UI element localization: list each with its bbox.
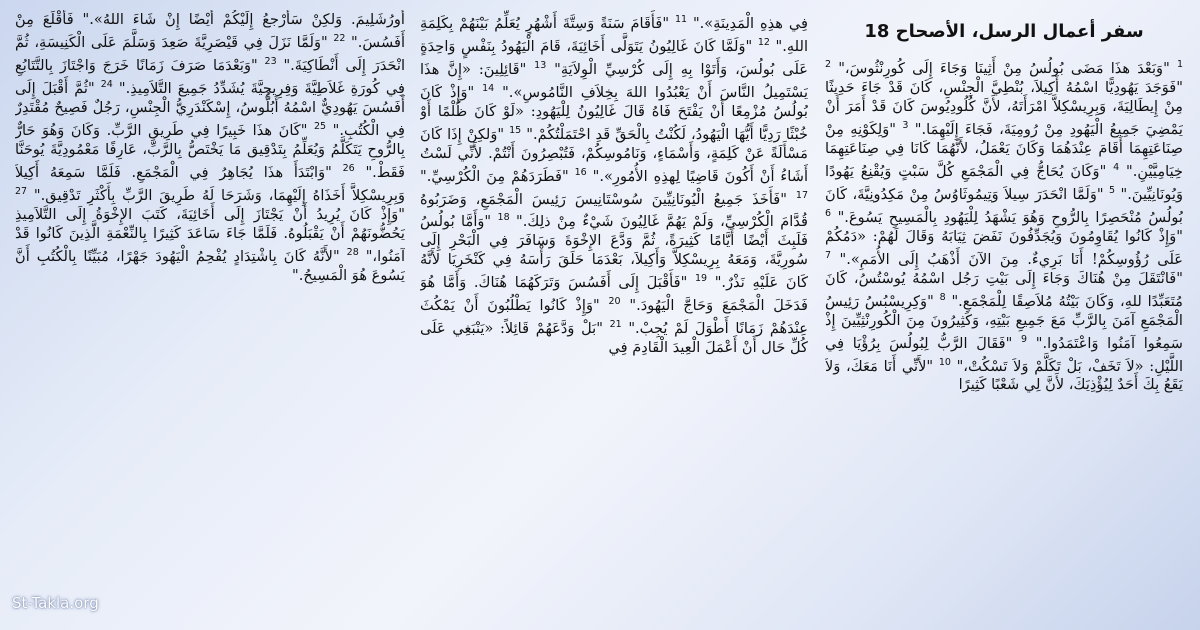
verse-text: "وَكِرِيسْبُسُ رَئِيسُ الْمَجْمَعِ آمَنَ بِالرَّبِّ مَعَ جَمِيعِ بَيْتِهِ، وَكَثِيرُونَ مِنَ الْكُورِنْثِيِّينَ إِذْ سَمِعُوا آمَنُوا وَاعْتَمَدُوا." bbox=[825, 292, 1183, 352]
verses-column-3 bbox=[15, 10, 405, 285]
verse-text: "وَإِذْ كَانَ بُولُسُ مُزْمِعًا أَنْ يَفْتَحَ فَاهُ قَالَ غَالِيُونُ لِلْيَهُودِ: «لَوْ كَانَ ظُلْمًا أَوْ خُبْثًا رَدِيًّا أَيُّهَا الْيَهُودُ، لَكُنْتُ بِالْحَقِّ قَدِ احْتَمَلْتُكُمْ." bbox=[420, 83, 808, 143]
verse-text: "وَلَمَّا كَانَ غَالِيُونُ يَتَوَلَّى أَخَائِيَةَ، قَامَ الْيَهُودُ بِنَفْسٍ وَاحِدَةٍ عَلَى بُولُسَ، وَأَتَوْا بِهِ إِلَى كُرْسِيِّ الْوِلاَيَةِ" bbox=[420, 37, 808, 78]
text-column-1 bbox=[825, 10, 1183, 622]
verse-number: 21 bbox=[609, 319, 622, 331]
verses-column-1 bbox=[825, 55, 1183, 394]
verse-text: "فَأَقَامَ سَنَةً وَسِتَّةَ أَشْهُرٍ يُعَلِّمُ بَيْنَهُمْ بِكَلِمَةِ اللهِ." bbox=[420, 14, 808, 55]
verse-number: 24 bbox=[100, 78, 113, 90]
verse-number: 15 bbox=[509, 124, 522, 136]
verse-number: 7 bbox=[825, 249, 832, 261]
verse-text: "وَإِذْ كَانُوا يُقَاوِمُونَ وَيُجَدِّفُونَ نَفَضَ ثِيَابَهُ وَقَالَ لَهُمْ: «دَمُكُمْ عَلَى رُؤُوسِكُمْ! أَنَا بَرِيءٌ. مِنَ الآنَ أَذْهَبُ إِلَى الأُمَمِ»." bbox=[825, 227, 1183, 268]
verse-number: 6 bbox=[825, 207, 832, 219]
text-column-2 bbox=[420, 10, 808, 622]
verse-number: 4 bbox=[1113, 162, 1120, 173]
verse-number: 10 bbox=[938, 356, 951, 368]
verse-number: 8 bbox=[939, 291, 946, 303]
verse-number: 14 bbox=[482, 82, 495, 94]
verse-number: 1 bbox=[1176, 59, 1183, 71]
verse-number: 12 bbox=[757, 36, 770, 48]
page-title: سفر أعمال الرسل، الأصحاح 18 bbox=[864, 21, 1144, 42]
verse-text: "وَلَمَّا انْحَدَرَ سِيلاَ وَتِيمُوثَاوُسُ مِنْ مَكِدُونِيَّةَ، كَانَ بُولُسُ مُنْحَصِرًا بِالرُّوحِ وَهُوَ يَشْهَدُ لِلْيَهُودِ بِالْمَسِيحِ يَسُوعَ." bbox=[825, 185, 1183, 226]
verse-text: "ثُمَّ أَقْبَلَ إِلَى أَفَسُسَ يَهُودِيٌّ اسْمُهُ أَبُلُّوسُ، إِسْكَنْدَرِيُّ الْجِنْسِ، رَجُلٌ فَصِيحٌ مُقْتَدِرٌ فِي الْكُتُبِ." bbox=[15, 79, 405, 139]
verse-text: "وَإِذْ كَانَ يُرِيدُ أَنْ يَجْتَازَ إِلَى أَخَائِيَةَ، كَتَبَ الإِخْوَةُ إِلَى التَّلاَمِيذِ يَحُضُّونَهُمْ أَنْ يَقْبَلُوهُ. فَلَمَّا جَاءَ سَاعَدَ كَثِيرًا بِالنِّعْمَةِ الَّذِينَ كَانُوا قَدْ آمَنُوا،" bbox=[15, 205, 405, 265]
verse-text: "فَأَخَذَ جَمِيعُ الْيُونَانِيِّينَ سُوسْتَانِيسَ رَئِيسَ الْمَجْمَعِ، وَضَرَبُوهُ قُدَّامَ الْكُرْسِيِّ، وَلَمْ يَهُمَّ غَالِيُونَ شَيْءٌ مِنْ ذلِكَ." bbox=[420, 190, 808, 231]
verse-text: فَأَقْلَعَ مِنْ أَفَسُسَ." bbox=[15, 11, 405, 51]
verse-number: 19 bbox=[694, 273, 708, 285]
verse-text: "فَأَقْبَلَ إِلَى أَفَسُسَ وَتَرَكَهُمَا هُنَاكَ. وَأَمَّا هُوَ فَدَخَلَ الْمَجْمَعَ وَحَاجَّ الْيَهُودَ." bbox=[420, 274, 808, 315]
verse-text: "وَابْتَدَأَ هذَا يُجَاهِرُ فِي الْمَجْمَعِ. فَلَمَّا سَمِعَهُ أَكِيلاَ وَبِرِيسْكِلاَّ أَخَذَاهُ إِلَيْهِمَا، وَشَرَحَا لَهُ طَرِيقَ الرَّبِّ بِأَكْثَرِ تَدْقِيق." bbox=[15, 163, 405, 204]
verse-text: "وَإِذْ كَانُوا يَطْلُبُونَ أَنْ يَمْكُثَ عِنْدَهُمْ زَمَانًا أَطْوَلَ لَمْ يُجِبْ." bbox=[420, 297, 808, 338]
verse-number: 23 bbox=[264, 55, 277, 67]
verse-text: "قَائِلِينَ: «إِنَّ هذَا يَسْتَمِيلُ النَّاسَ أَنْ يَعْبُدُوا اللهَ بِخِلاَفِ النَّامُوسِ»." bbox=[420, 60, 808, 101]
verse-number: 27 bbox=[15, 185, 28, 197]
verse-number: 5 bbox=[1109, 184, 1116, 196]
verse-text: "بَلْ وَدَّعَهُمْ قَائِلاً: «يَنْبَغِي عَلَى كُلِّ حَال أَنْ أَعْمَلَ الْعِيدَ الْقَادِمَ فِي bbox=[420, 320, 808, 357]
verse-text: فِي هذِهِ الْمَدِينَةِ»." bbox=[692, 14, 808, 32]
verse-text: "فَطَرَدَهُمْ مِنَ الْكُرْسِيِّ." bbox=[420, 167, 569, 185]
verse-number: 2 bbox=[825, 59, 832, 71]
verse-number: 22 bbox=[333, 33, 346, 45]
verse-text: "وَبَعْدَمَا صَرَفَ زَمَانًا خَرَجَ وَاجْتَازَ بِالتَّتَابُعِ فِي كُورَةِ غَلاَطِيَّةَ وَفِرِيجِيَّةَ يُشَدِّدُ جَمِيعَ التَّلاَمِيذِ." bbox=[15, 56, 405, 97]
verse-number: 9 bbox=[1021, 333, 1028, 345]
verse-number: 20 bbox=[608, 296, 621, 308]
verse-number: 25 bbox=[314, 120, 327, 132]
site-watermark: St-Takla.org bbox=[12, 594, 99, 612]
verse-number: 13 bbox=[534, 59, 547, 71]
verse-number: 26 bbox=[342, 162, 355, 174]
verse-number: 16 bbox=[574, 166, 587, 178]
verse-number: 11 bbox=[674, 14, 688, 25]
verse-text: "فَوَجَدَ يَهُودِيًّا اسْمُهُ أَكِيلاَ، بُنْطِيَّ الْجِنْسِ، كَانَ قَدْ جَاءَ حَدِيثًا مِنْ إِيطَالِيَةَ، وَبِرِيسْكِلاَّ امْرَأَتَهُ، لأَنَّ كُلُودِيُوسَ كَانَ قَدْ أَمَرَ أَنْ يَمْضِيَ جَمِيعُ الْيَهُودِ مِنْ رُومِيَةَ، فَجَاءَ إِلَيْهِمَا." bbox=[825, 78, 1183, 138]
verse-text: "وَأَمَّا بُولُسُ فَلَبِثَ أَيْضًا أَيَّامًا كَثِيرَةً، ثُمَّ وَدَّعَ الإِخْوَةَ وَسَافَرَ فِي الْبَحْرِ إِلَى سُورِيَّةَ، وَمَعَهُ بِرِيسْكِلاَّ وَأَكِيلاَ، بَعْدَمَا حَلَقَ رَأْسَهُ فِي كَنْخَرِيَا لأَنَّهُ كَانَ عَلَيْهِ نَذْرٌ." bbox=[420, 213, 808, 292]
verse-number: 17 bbox=[795, 189, 808, 201]
verse-text: "وَبَعْدَ هذَا مَضَى بُولُسُ مِنْ أَثِينَا وَجَاءَ إِلَى كُورِنْثُوسَ،" bbox=[838, 59, 1170, 77]
verse-text: "فَقَالَ الرَّبُّ لِبُولُسَ بِرُؤْيَا فِي اللَّيْلِ: «لاَ تَخَفْ، بَلْ تَكَلَّمْ وَلاَ تَسْكُتْ،" bbox=[825, 334, 1183, 375]
verse-text: "لأَنَّهُ كَانَ بِاشْتِدَادٍ يُفْحِمُ الْيَهُودَ جَهْرًا، مُبَيِّنًا بِالْكُتُبِ أَنَّ يَسُوعَ هُوَ الْمَسِيحُ." bbox=[15, 247, 405, 284]
verse-text: "فَانْتَقَلَ مِنْ هُنَاكَ وَجَاءَ إِلَى بَيْتِ رَجُل اسْمُهُ يُوسْتُسُ، كَانَ مُتَعَبِّدًا للهِ، وَكَانَ بَيْتُهُ مُلاَصِقًا لِلْمَجْمَعِ." bbox=[825, 269, 1183, 310]
verse-text: "كَانَ هذَا خَبِيرًا فِي طَرِيقِ الرَّبِّ. وَكَانَ وَهُوَ حَارٌّ بِالرُّوحِ يَتَكَلَّمُ وَيُعَلِّمُ بِتَدْقِيق مَا يَخْتَصُّ بِالرَّبِّ، عَارِفًا مَعْمُودِيَّةَ يُوحَنَّا فَقَطْ." bbox=[15, 121, 405, 181]
verse-number: 18 bbox=[497, 212, 510, 224]
verse-number: 28 bbox=[346, 246, 359, 258]
verses-column-2 bbox=[420, 10, 808, 357]
text-column-3 bbox=[15, 10, 405, 622]
verse-text: "وَكَانَ يُحَاجُّ فِي الْمَجْمَعِ كُلَّ سَبْتٍ وَيُقْنِعُ يَهُودًا وَيُونَانِيِّينَ." bbox=[825, 162, 1183, 203]
verse-text: "وَلِكَوْنِهِ مِنْ صِنَاعَتِهِمَا أَقَامَ عِنْدَهُمَا وَكَانَ يَعْمَلُ، لأَنَّهُمَا كَانَا فِي صِنَاعَتِهِمَا خِيَامِيَّيْنِ." bbox=[825, 120, 1183, 180]
verse-text: "وَلَمَّا نَزَلَ فِي قَيْصَرِيَّةَ صَعِدَ وَسَلَّمَ عَلَى الْكَنِيسَةِ، ثُمَّ انْحَدَرَ إِلَى أَنْطَاكِيَةَ." bbox=[15, 33, 405, 74]
verse-text: أُورُشَلِيمَ. وَلكِنْ سَأَرْجعُ إِلَيْكُمْ أَيْضًا إِنْ شَاءَ اللهُ»." bbox=[82, 11, 405, 28]
verse-text: "وَلكِنْ إِذَا كَانَ مَسْأَلَةً عَنْ كَلِمَةٍ، وَأَسْمَاءٍ، وَنَامُوسِكُمْ، فَتُبْصِرُونَ أَنْتُمْ. لأَنِّي لَسْتُ أَشَاءُ أَنْ أَكُونَ قَاضِيًا لِهذِهِ الأُمُورِ»." bbox=[420, 125, 808, 185]
verse-text: "لأَنِّي أَنَا مَعَكَ، وَلاَ يَقَعُ بِكَ أَحَدٌ لِيُؤْذِيَكَ، لأَنَّ لِي شَعْبًا كَثِيرًا bbox=[825, 357, 1183, 394]
verse-number: 3 bbox=[902, 120, 909, 132]
